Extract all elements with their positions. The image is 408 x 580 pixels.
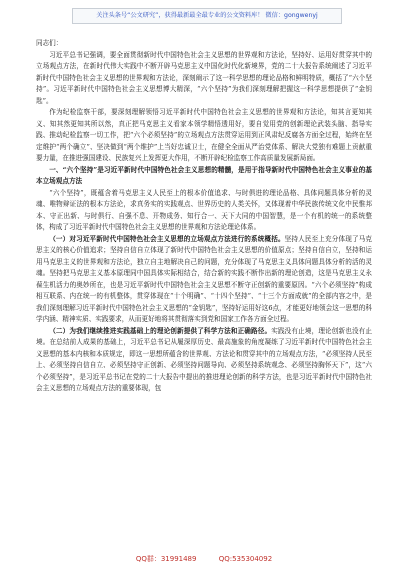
subsection-1-paragraph [36, 234, 372, 326]
contact-footer [0, 552, 408, 566]
subsection-2-paragraph [36, 326, 372, 395]
section-1-paragraph: “六个坚持”，既蕴含着马克思主义人民至上的根本价值追求、与时俱进的理论品格、具体问题具体分析的灵魂、唯物辩证法的根本方法论，求真务实的实践观点、世界历史的人类关怀，又体现着中华民族传统文化中民惟邦本、守正出新、与时俱行、自强不息、开物成务、知行合一、天下大同的中国智慧，是一个有机的统一的系统整体，构成了习近平新时代中国特色社会主义思想的世界观和方法论理论体系。 [36, 188, 372, 231]
salutation: 同志们： [36, 39, 63, 47]
intro-paragraph-1: 习近平总书记强调，要全面贯彻新时代中国特色社会主义思想的世界观和方法论，坚持好、运用好贯穿其中的立场观点方法，在新时代伟大实践中不断开辟马克思主义中国化时代化新境界，党的二十大报告系统阐述了习近平新时代中国特色社会主义思想的世界观和方法论，深刻阐示了这一科学思想的理论品格和鲜明特质，概括了“六个坚持”。习近平新时代中国特色社会主义思想博大精深，“六个坚持”为我们深刻理解把握这一科学思想提供了“金钥匙”。 [36, 50, 372, 105]
document-body [36, 38, 372, 544]
subsection-1-heading: （一）对习近平新时代中国特色社会主义思想的立场观点方法进行的系统概括。 [49, 234, 285, 243]
intro-paragraph-2: 作为纪检监察干部，要深刻理解领悟习近平新时代中国特色社会主义思想的世界观和方法论，知其言更知其义、知其然更知其所以然，真正把马克思主义看家本领学精悟透用好，要自觉用党的创新理论武装头脑、指导实践、推动纪检监察一切工作，把“六个必须坚持”的立场观点方法贯穿运用到正风肃纪反腐各方面全过程，始终在坚定维护“两个确立”、坚决做到“两个维护”上当好忠诚卫士，在健全全面从严治党体系、解决大党独有难题上贡献重要力量，在推进强国建设、民族复兴上发挥更大作用，不断开辟纪检监察工作高质量发展新局面。 [36, 108, 372, 162]
qq-text: QQ:535304092 [218, 555, 273, 563]
subsection-1-body: 坚持人民至上充分体现了马克思主义的核心价值追求；坚持自信自立体现了新时代中国特色社会主义思想的价值原点；坚持自信自立，坚持和运用马克思主义的世界观和方法论，独立自主地解决自己的问题，充分体现了马克思主义具体问题具体分析的活的灵魂。坚持把马克思主义基本原理同中国具体实际相结合，结合新的实践不断作出新的理论创造，这是马克思主义永葆生机活力的奥妙所在，也是习近平新时代中国特色社会主义思想不断守正创新的重要原因。“六个必须坚持”构成相互联系、内在统一的有机整体，贯穿体现在“十个明确”、“十四个坚持”、“十三个方面成就”的全部内容之中，是我们深刻理解习近平新时代中国特色社会主义思想的“金钥匙”，坚持好运用好这6点，才能更好地领会这一思想的科学内涵、精神实质、实践要求，从而更好地将其贯彻落实到党和国家工作各方面全过程。 [36, 234, 372, 323]
qq-group-text: QQ群：31991489 [135, 555, 197, 563]
subsection-2-heading: （二）为我们继续推进实践基础上的理论创新提供了科学方法和正确路径。 [49, 326, 272, 335]
source-banner: 关注头条号“公文研究”，获得最新最全最专业的公文资料库！ 微信：gongwenyj [72, 8, 342, 24]
subsection-2-body: 实践没有止境，理论创新也没有止境。在总结前人成果的基础上，习近平总书记从履深厚历史、最高施象的角度凝练了习近平新时代中国特色社会主义思想的基本内核和本质规定，即这一思想所蕴含的世界观、方法论和贯穿其中的立场观点方法，“必须坚持人民至上、必须坚持自信自立、必须坚持守正创新、必须坚持问题导向、必须坚持系统观念、必须坚持胸怀天下”，这“六个必须坚持”，是习近平总书记在党的二十大报告中提出的推进理论创新的科学方法，也是习近平新时代中国特色社会主义思想的立场观点方法的重要体现，包 [36, 326, 372, 392]
section-heading-1: 一、“六个坚持”是习近平新时代中国特色社会主义思想的精髓，是用于指导新时代中国特色社会主义事业的基本立场观点方法 [36, 165, 372, 185]
